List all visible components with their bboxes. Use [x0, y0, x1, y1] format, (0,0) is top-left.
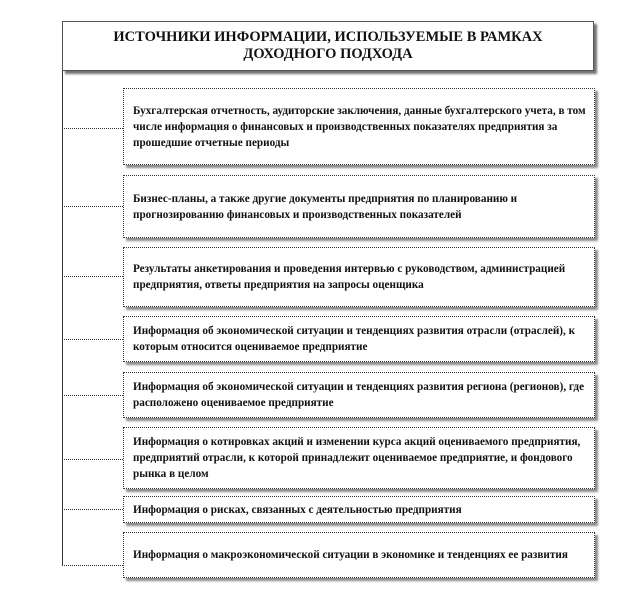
source-text-6: Информация о котировках акций и изменении курса акций оцениваемого предприятия, предприятий отрасли, к которой принадлежит оцениваемое предприятие, и фондового рынка в целом: [133, 436, 581, 480]
source-text-3: Результаты анкетирования и проведения интервью с руководством, администрацией предприятия, ответы предприятия на запросы оценщика: [133, 263, 566, 291]
source-text-5: Информация об экономической ситуации и тенденциях развития региона (регионов), где расположено оцениваемое предприятие: [133, 381, 585, 409]
connector-3: [62, 276, 123, 277]
source-box-7: [123, 496, 595, 523]
connector-4: [62, 339, 123, 340]
source-text-8: Информация о макроэкономической ситуации в экономике и тенденциях ее развития: [133, 549, 568, 561]
source-text-7: Информация о рисках, связанных с деятельностью предприятия: [133, 503, 462, 516]
connector-7: [62, 509, 123, 510]
source-box-5: [123, 372, 595, 418]
main-vertical-connector: [62, 71, 63, 566]
source-text-1: Бухгалтерская отчетность, аудиторские заключения, данные бухгалтерского учета, в том числе информация о финансовых и производственных показателях предприятия за прошедшие отчетные периоды: [133, 104, 586, 149]
connector-2: [62, 206, 123, 207]
connector-1: [62, 128, 123, 129]
connector-8: [62, 565, 123, 566]
source-box-1: [123, 88, 595, 165]
source-box-3: [123, 247, 595, 307]
source-box-6: [123, 427, 595, 489]
source-box-8: [123, 532, 595, 578]
source-text-4: Информация об экономической ситуации и тенденциях развития отрасли (отраслей), к которым относится оцениваемое предприятие: [133, 325, 576, 353]
source-box-4: [123, 316, 595, 362]
diagram-title: [62, 21, 594, 71]
diagram-title-text: ИСТОЧНИКИ ИНФОРМАЦИИ, ИСПОЛЬЗУЕМЫЕ В РАМКАХ ДОХОДНОГО ПОДХОДА: [113, 29, 543, 62]
connector-6: [62, 459, 123, 460]
source-text-2: Бизнес-планы, а также другие документы предприятия по планированию и прогнозированию финансовых и производственных показателей: [133, 192, 518, 221]
source-box-2: [123, 175, 595, 238]
connector-5: [62, 395, 123, 396]
